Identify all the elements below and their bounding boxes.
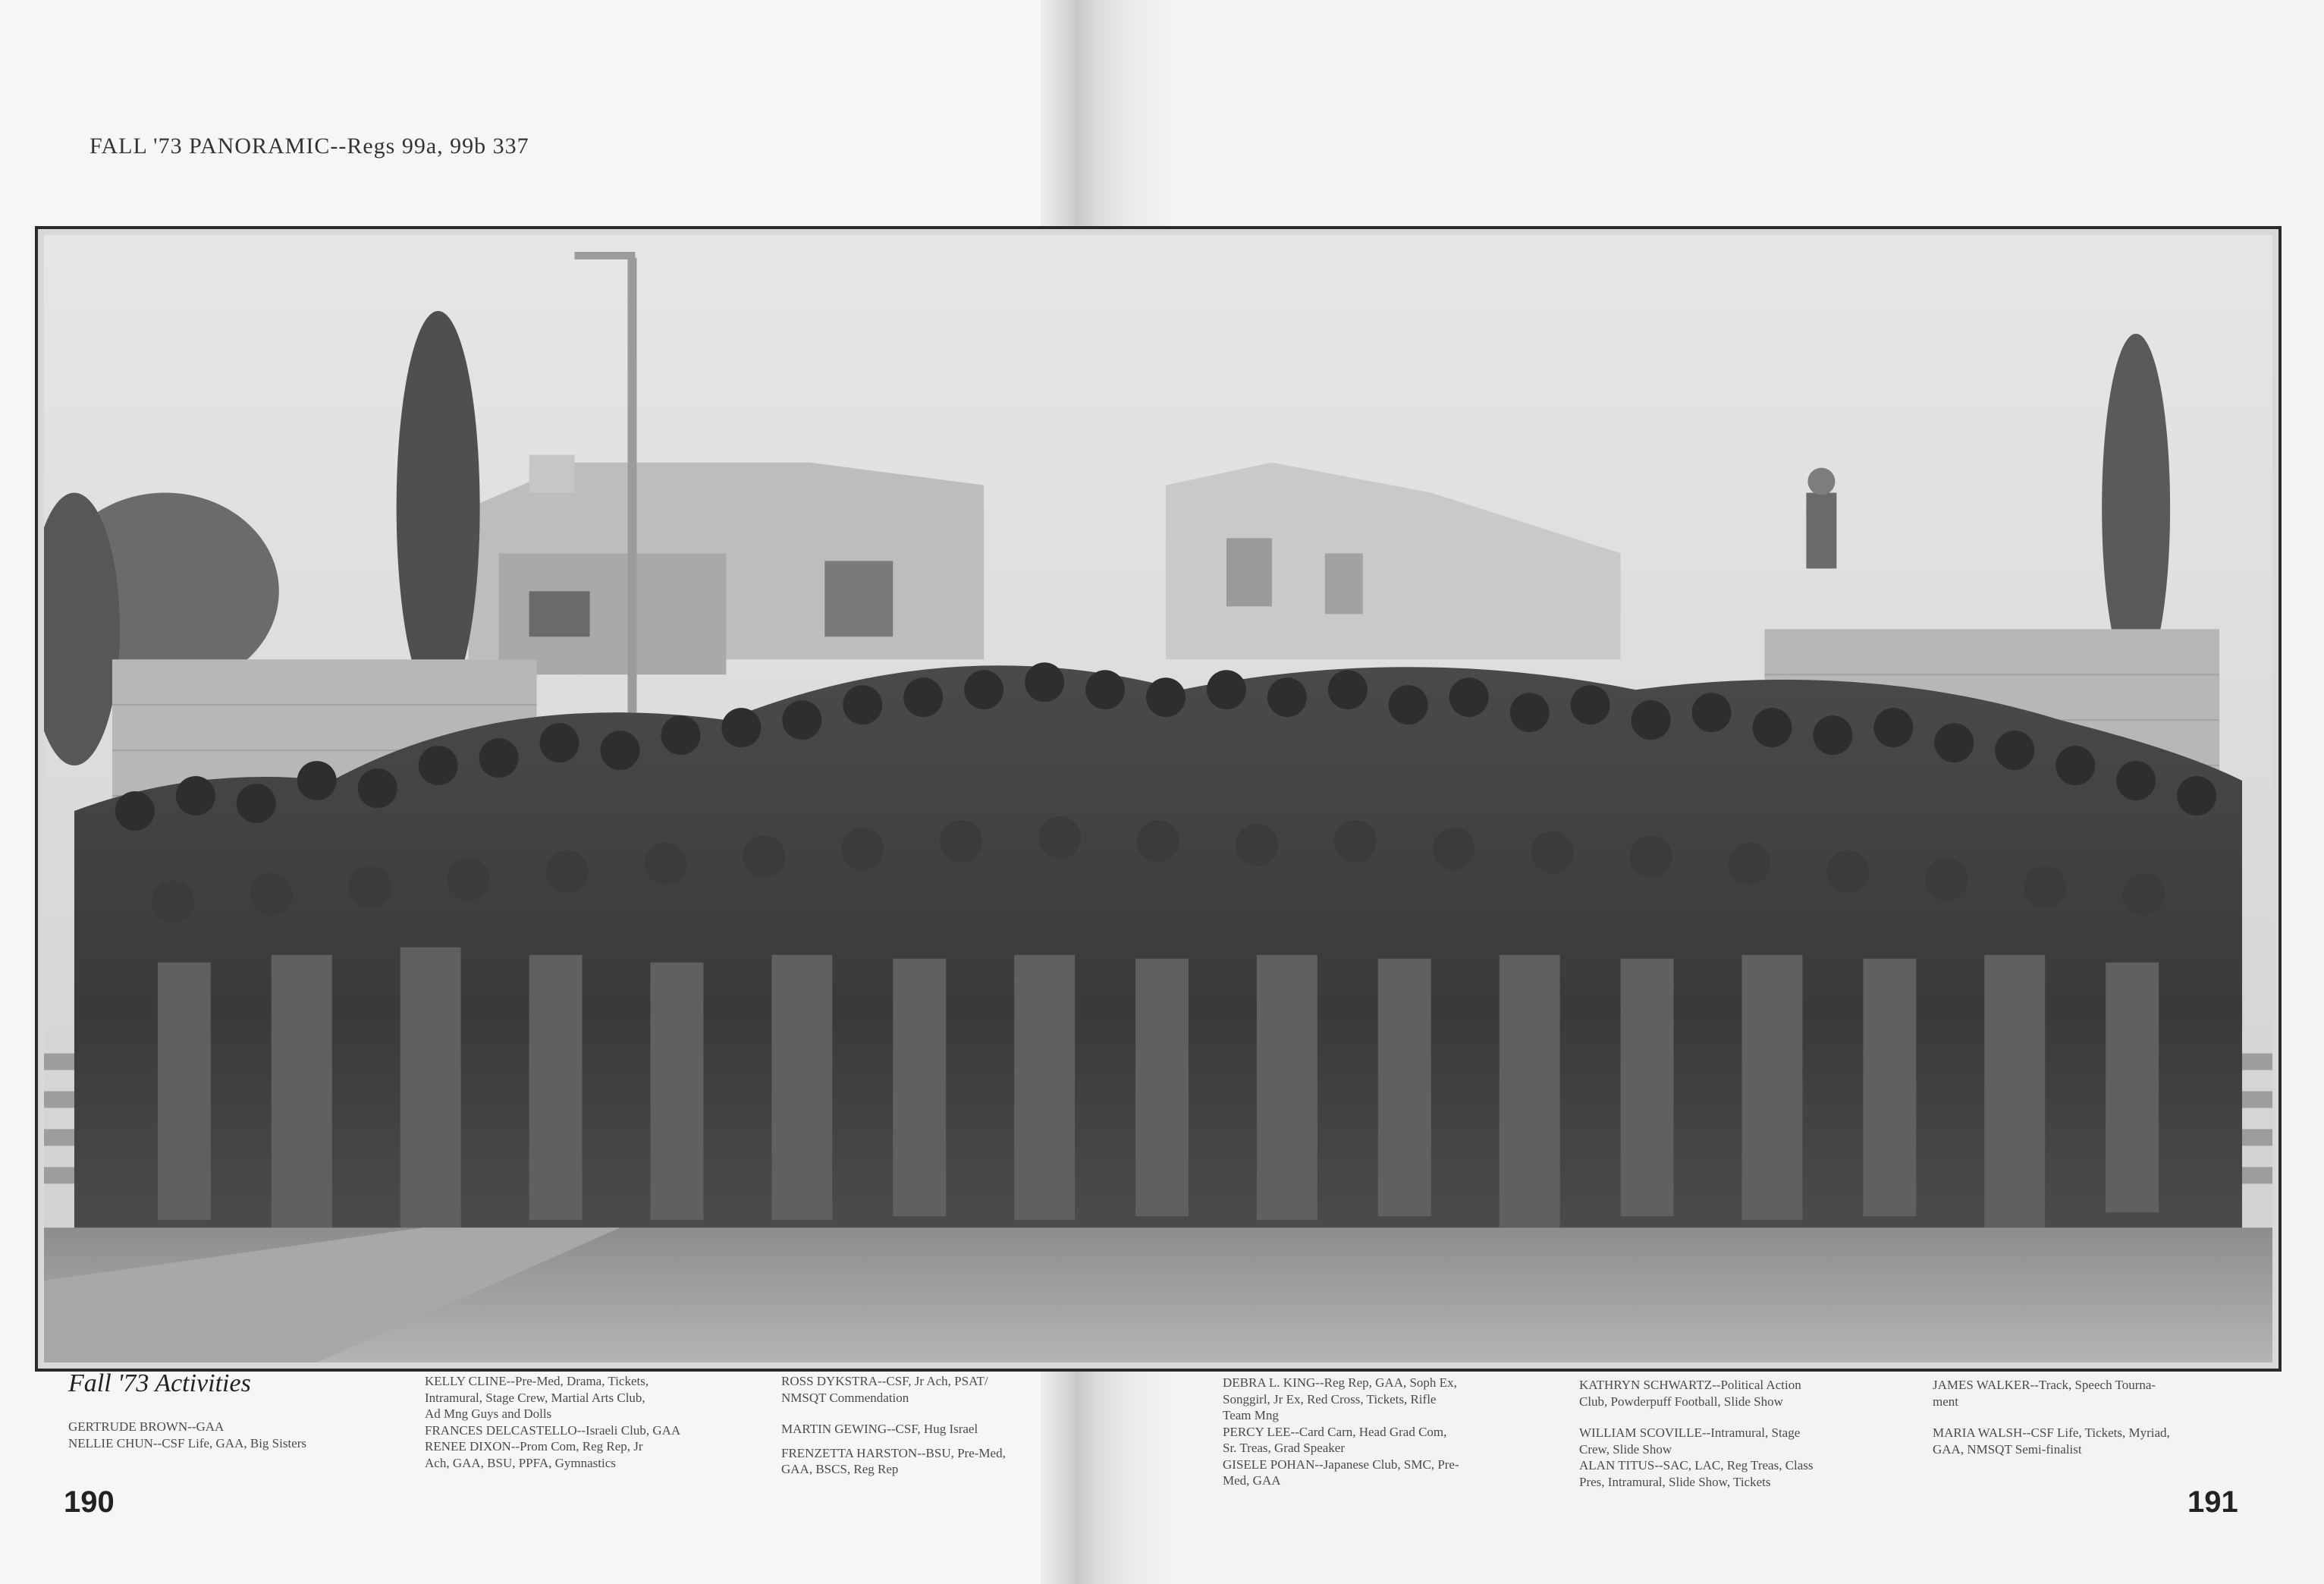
page-number-left: 190 <box>64 1485 115 1519</box>
caption-line: Sr. Treas, Grad Speaker <box>1223 1441 1346 1455</box>
caption-column-1 <box>68 1419 402 1451</box>
caption-line: ment <box>1933 1394 1958 1409</box>
caption-line: NELLIE CHUN--CSF Life, GAA, Big Sisters <box>68 1435 307 1450</box>
caption-line: DEBRA L. KING--Reg Rep, GAA, Soph Ex, <box>1223 1375 1457 1390</box>
caption-line: Team Mng <box>1223 1408 1279 1422</box>
caption-line: PERCY LEE--Card Carn, Head Grad Com, <box>1223 1424 1447 1439</box>
page-header: FALL '73 PANORAMIC--Regs 99a, 99b 337 <box>90 134 529 159</box>
caption-line: Intramural, Stage Crew, Martial Arts Club, <box>425 1390 645 1405</box>
caption-column-3 <box>781 1373 1069 1478</box>
caption-line: GISELE POHAN--Japanese Club, SMC, Pre- <box>1223 1457 1459 1472</box>
caption-line: GAA, BSCS, Reg Rep <box>781 1462 899 1476</box>
caption-line: Club, Powderpuff Football, Slide Show <box>1579 1394 1783 1409</box>
caption-line: Ach, GAA, BSU, PPFA, Gymnastics <box>425 1455 616 1470</box>
group-photo-frame <box>35 226 2282 1372</box>
caption-line: RENEE DIXON--Prom Com, Reg Rep, Jr <box>425 1439 643 1454</box>
caption-line: KATHRYN SCHWARTZ--Political Action <box>1579 1378 1801 1392</box>
caption-line: KELLY CLINE--Pre-Med, Drama, Tickets, <box>425 1374 649 1388</box>
caption-line: Pres, Intramural, Slide Show, Tickets <box>1579 1474 1771 1489</box>
caption-column-5 <box>1579 1377 1898 1490</box>
caption-line: Med, GAA <box>1223 1473 1281 1488</box>
caption-column-2 <box>425 1373 758 1471</box>
caption-line: FRENZETTA HARSTON--BSU, Pre-Med, <box>781 1445 1006 1460</box>
caption-line: Songgirl, Jr Ex, Red Cross, Tickets, Rifle <box>1223 1391 1437 1406</box>
caption-line: MARTIN GEWING--CSF, Hug Israel <box>781 1422 978 1436</box>
caption-line: ROSS DYKSTRA--CSF, Jr Ach, PSAT/ <box>781 1374 988 1388</box>
caption-column-6 <box>1933 1377 2251 1457</box>
caption-line: WILLIAM SCOVILLE--Intramural, Stage <box>1579 1425 1801 1440</box>
page-number-right: 191 <box>2187 1485 2238 1519</box>
caption-line: GAA, NMSQT Semi-finalist <box>1933 1441 2082 1457</box>
caption-line: NMSQT Commendation <box>781 1390 909 1405</box>
caption-line: MARIA WALSH--CSF Life, Tickets, Myriad, <box>1933 1425 2170 1440</box>
group-photo-image <box>44 235 2272 1362</box>
section-title: Fall '73 Activities <box>68 1369 251 1397</box>
caption-column-4 <box>1223 1375 1541 1489</box>
caption-line: ALAN TITUS--SAC, LAC, Reg Treas, Class <box>1579 1458 1814 1472</box>
caption-line: Ad Mng Guys and Dolls <box>425 1406 552 1421</box>
caption-line: FRANCES DELCASTELLO--Israeli Club, GAA <box>425 1422 681 1438</box>
group-photo <box>44 235 2272 1362</box>
caption-line: JAMES WALKER--Track, Speech Tourna- <box>1933 1378 2156 1392</box>
caption-line: GERTRUDE BROWN--GAA <box>68 1419 225 1434</box>
caption-line: Crew, Slide Show <box>1579 1441 1672 1457</box>
